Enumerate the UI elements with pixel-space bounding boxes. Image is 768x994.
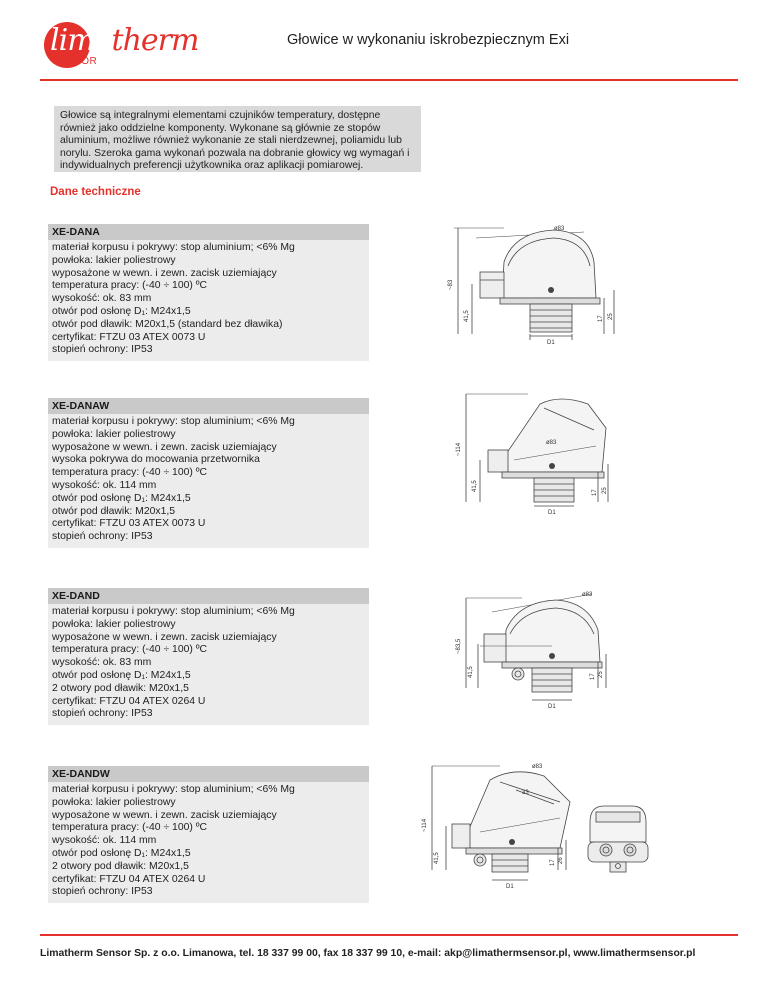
dim-label: ~114 <box>456 442 462 456</box>
spec-line: stopień ochrony: IP53 <box>52 344 153 356</box>
dim-label: D1 <box>548 510 556 516</box>
company-logo <box>40 22 199 68</box>
spec-line: stopień ochrony: IP53 <box>52 708 153 720</box>
spec-line: certyfikat: FTZU 04 ATEX 0264 U <box>52 873 206 885</box>
product-spec-list <box>48 240 369 361</box>
product-block-xe-dand <box>48 588 369 725</box>
header-divider <box>40 79 738 81</box>
spec-line: powłoka: lakier poliestrowy <box>52 618 176 630</box>
spec-line: temperatura pracy: (-40 ÷ 100) ºC <box>52 467 208 479</box>
product-block-xe-danaw <box>48 398 369 548</box>
page-title: Głowice w wykonaniu iskrobezpiecznym Exi <box>287 32 570 48</box>
spec-line: materiał korpusu i pokrywy: stop aluminium; <6% Mg <box>52 784 295 795</box>
product-block-xe-dandw <box>48 766 369 903</box>
xe-dana-technical-drawing <box>444 222 624 348</box>
spec-line: otwór pod dławik: M20x1,5 <box>52 505 176 517</box>
spec-line: wysokość: ok. 114 mm <box>52 479 157 491</box>
dim-label: 41,5 <box>472 480 478 492</box>
dim-label: ø83 <box>582 592 593 598</box>
product-spec-list <box>48 782 369 903</box>
spec-line: materiał korpusu i pokrywy: stop aluminium; <6% Mg <box>52 242 295 253</box>
dim-label: 17 <box>550 859 556 866</box>
spec-line: stopień ochrony: IP53 <box>52 886 153 898</box>
section-heading: Dane techniczne <box>50 186 141 198</box>
logo-wordmark: limatherm <box>50 23 199 58</box>
dim-label: 17 <box>598 315 604 322</box>
spec-line: 2 otwory pod dławik: M20x1,5 <box>52 860 189 872</box>
spec-line: certyfikat: FTZU 03 ATEX 0073 U <box>52 518 206 530</box>
spec-line: powłoka: lakier poliestrowy <box>52 796 176 808</box>
spec-line: powłoka: lakier poliestrowy <box>52 428 176 440</box>
spec-line: materiał korpusu i pokrywy: stop aluminium; <6% Mg <box>52 606 295 617</box>
dim-label: D1 <box>547 340 555 346</box>
spec-line: wysokość: ok. 114 mm <box>52 835 157 847</box>
product-block-xe-dana <box>48 224 369 361</box>
spec-line: temperatura pracy: (-40 ÷ 100) ºC <box>52 280 208 292</box>
dim-label: 26 <box>558 857 564 864</box>
spec-line: wysokość: ok. 83 mm <box>52 293 152 305</box>
spec-line: otwór pod dławik: M20x1,5 (standard bez dławika) <box>52 318 283 330</box>
spec-line: powłoka: lakier poliestrowy <box>52 254 176 266</box>
spec-line: otwór pod osłonę D₁: M24x1,5 <box>52 669 191 681</box>
product-spec-list <box>48 604 369 725</box>
footer-divider <box>40 934 738 936</box>
product-name: XE-DANA <box>48 224 369 240</box>
xe-dandw-front-view-drawing <box>580 802 656 878</box>
dim-label: ø83 <box>554 226 565 232</box>
dim-label: D1 <box>548 704 556 710</box>
xe-danaw-technical-drawing <box>448 390 616 522</box>
dim-label: 41,5 <box>434 852 440 864</box>
dim-label: ~83 <box>448 279 454 290</box>
spec-line: wysoka pokrywa do mocowania przetwornika <box>52 454 260 466</box>
spec-line: otwór pod osłonę D₁: M24x1,5 <box>52 305 191 317</box>
logo-subtitle: SENSOR <box>52 56 98 67</box>
product-name: XE-DANAW <box>48 398 369 414</box>
xe-dandw-technical-drawing <box>420 762 580 894</box>
dim-label: 41,5 <box>468 666 474 678</box>
spec-line: wyposażone w wewn. i zewn. zacisk uziemiający <box>52 809 277 821</box>
spec-line: otwór pod osłonę D₁: M24x1,5 <box>52 847 191 859</box>
product-name: XE-DANDW <box>48 766 369 782</box>
spec-line: materiał korpusu i pokrywy: stop aluminium; <6% Mg <box>52 416 295 427</box>
spec-line: temperatura pracy: (-40 ÷ 100) ºC <box>52 644 208 656</box>
dim-label: ~83,5 <box>456 638 462 654</box>
spec-line: 2 otwory pod dławik: M20x1,5 <box>52 682 189 694</box>
spec-line: otwór pod osłonę D₁: M24x1,5 <box>52 492 191 504</box>
intro-text: Głowice są integralnymi elementami czujników temperatury, dostępne również jako oddzielne komponenty. Wykonane są głównie ze stopów aluminium, możliwe również wykonanie ze stali nierdzewnej, poliamidu lub norylu. Szeroka gama wykonań pozwala na dobranie głowicy wg wymagań i indywidualnych preferencji użytkownika oraz aplikacji pomiarowej. <box>54 106 421 172</box>
dim-label: 33 <box>522 790 529 796</box>
spec-line: temperatura pracy: (-40 ÷ 100) ºC <box>52 822 208 834</box>
spec-line: certyfikat: FTZU 03 ATEX 0073 U <box>52 331 206 343</box>
dim-label: 25 <box>602 487 608 494</box>
dim-label: 41,5 <box>464 310 470 322</box>
dim-label: ø83 <box>532 764 543 770</box>
dim-label: ~114 <box>422 818 428 832</box>
spec-line: wyposażone w wewn. i zewn. zacisk uziemiający <box>52 267 277 279</box>
spec-line: wysokość: ok. 83 mm <box>52 657 152 669</box>
spec-line: certyfikat: FTZU 04 ATEX 0264 U <box>52 695 206 707</box>
spec-line: wyposażone w wewn. i zewn. zacisk uziemiający <box>52 441 277 453</box>
dim-label: 25 <box>608 313 614 320</box>
spec-line: stopień ochrony: IP53 <box>52 531 153 543</box>
xe-dand-technical-drawing <box>452 588 614 734</box>
dim-label: D1 <box>506 884 514 890</box>
footer-contact: Limatherm Sensor Sp. z o.o. Limanowa, tel. 18 337 99 00, fax 18 337 99 10, e-mail: akp@limathermsensor.pl, www.limathermsensor.pl <box>40 948 696 959</box>
product-name: XE-DAND <box>48 588 369 604</box>
dim-label: 17 <box>590 673 596 680</box>
dim-label: ø83 <box>546 440 557 446</box>
product-spec-list <box>48 414 369 548</box>
dim-label: 25 <box>598 671 604 678</box>
spec-line: wyposażone w wewn. i zewn. zacisk uziemiający <box>52 631 277 643</box>
dim-label: 17 <box>592 489 598 496</box>
